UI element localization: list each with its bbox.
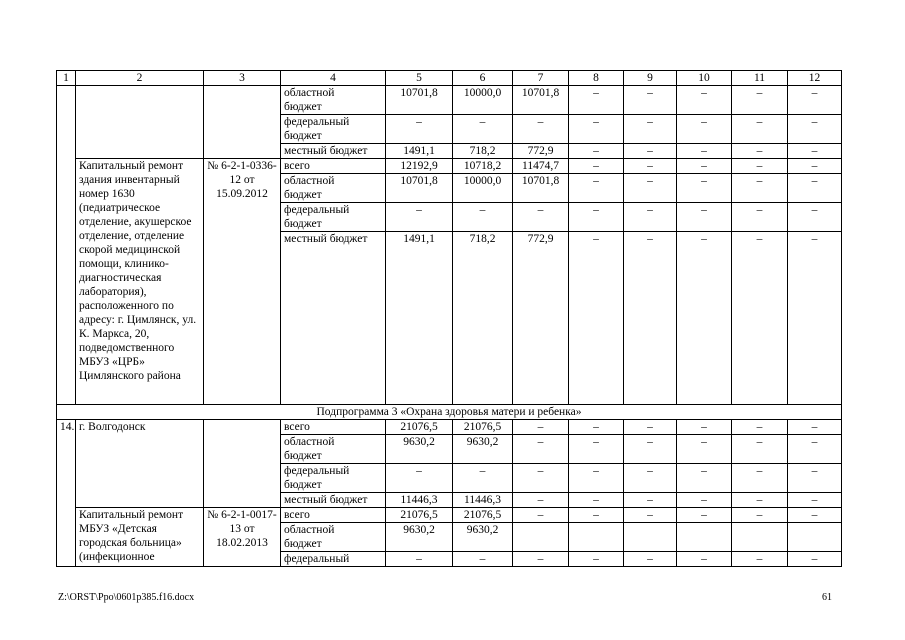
value-col-12: – xyxy=(788,232,842,405)
value-col-9 xyxy=(624,523,677,552)
value-col-9: – xyxy=(624,144,677,159)
value-col-6: 21076,5 xyxy=(453,508,513,523)
value-col-12: – xyxy=(788,86,842,115)
value-col-9: – xyxy=(624,115,677,144)
value-col-7: 10701,8 xyxy=(513,86,569,115)
value-col-6: 10000,0 xyxy=(453,86,513,115)
value-col-7: – xyxy=(513,203,569,232)
value-col-9: – xyxy=(624,203,677,232)
budget-type: местный бюджет xyxy=(281,493,386,508)
value-col-12: – xyxy=(788,159,842,174)
value-col-6: 718,2 xyxy=(453,232,513,405)
object-name-empty xyxy=(76,86,204,159)
value-col-9: – xyxy=(624,493,677,508)
value-col-6: 10718,2 xyxy=(453,159,513,174)
table-row xyxy=(57,508,842,523)
value-col-7: – xyxy=(513,493,569,508)
value-col-12 xyxy=(788,523,842,552)
column-header-8: 8 xyxy=(569,71,624,86)
column-header-2: 2 xyxy=(76,71,204,86)
value-col-7 xyxy=(513,523,569,552)
value-col-7: – xyxy=(513,464,569,493)
value-col-6: – xyxy=(453,552,513,567)
column-header-7: 7 xyxy=(513,71,569,86)
value-col-12: – xyxy=(788,508,842,523)
value-col-10: – xyxy=(677,232,732,405)
table-row xyxy=(57,159,842,174)
header-row xyxy=(57,71,842,86)
budget-type: всего xyxy=(281,420,386,435)
value-col-5: 21076,5 xyxy=(386,508,453,523)
budget-type: местный бюджет xyxy=(281,144,386,159)
table-row xyxy=(57,86,842,115)
value-col-12: – xyxy=(788,203,842,232)
value-col-8: – xyxy=(569,232,624,405)
value-col-11: – xyxy=(732,144,788,159)
value-col-11: – xyxy=(732,115,788,144)
value-col-10: – xyxy=(677,420,732,435)
column-header-5: 5 xyxy=(386,71,453,86)
value-col-11: – xyxy=(732,232,788,405)
value-col-10: – xyxy=(677,174,732,203)
value-col-8: – xyxy=(569,174,624,203)
value-col-5: 11446,3 xyxy=(386,493,453,508)
value-col-9: – xyxy=(624,435,677,464)
value-col-8: – xyxy=(569,115,624,144)
column-header-4: 4 xyxy=(281,71,386,86)
value-col-5: 1491,1 xyxy=(386,144,453,159)
value-col-8: – xyxy=(569,203,624,232)
value-col-8: – xyxy=(569,552,624,567)
value-col-8: – xyxy=(569,508,624,523)
object-name: Капитальный ремонт МБУЗ «Детская городская больница» (инфекционное xyxy=(76,508,204,567)
value-col-7: – xyxy=(513,115,569,144)
value-col-7: – xyxy=(513,435,569,464)
value-col-5: – xyxy=(386,115,453,144)
column-header-1: 1 xyxy=(57,71,76,86)
value-col-8: – xyxy=(569,464,624,493)
value-col-10: – xyxy=(677,115,732,144)
value-col-11: – xyxy=(732,203,788,232)
value-col-9: – xyxy=(624,174,677,203)
budget-type: местный бюджет xyxy=(281,232,386,405)
row-number-empty xyxy=(57,86,76,405)
document-number: № 6-2-1-0017-13 от 18.02.2013 xyxy=(204,508,281,567)
value-col-11: – xyxy=(732,508,788,523)
value-col-9: – xyxy=(624,464,677,493)
value-col-7: – xyxy=(513,420,569,435)
value-col-6: 10000,0 xyxy=(453,174,513,203)
value-col-5: – xyxy=(386,203,453,232)
value-col-12: – xyxy=(788,435,842,464)
budget-type: всего xyxy=(281,159,386,174)
budget-type: областной бюджет xyxy=(281,435,386,464)
value-col-8: – xyxy=(569,420,624,435)
column-header-11: 11 xyxy=(732,71,788,86)
document-empty xyxy=(204,86,281,159)
budget-type: федеральный xyxy=(281,552,386,567)
value-col-8 xyxy=(569,523,624,552)
budget-table xyxy=(56,70,842,567)
column-header-6: 6 xyxy=(453,71,513,86)
value-col-11: – xyxy=(732,493,788,508)
value-col-6: 21076,5 xyxy=(453,420,513,435)
value-col-11: – xyxy=(732,159,788,174)
subprogram-title: Подпрограмма 3 «Охрана здоровья матери и ребенка» xyxy=(57,405,842,420)
value-col-11 xyxy=(732,523,788,552)
value-col-8: – xyxy=(569,435,624,464)
value-col-5: 9630,2 xyxy=(386,523,453,552)
value-col-12: – xyxy=(788,115,842,144)
value-col-10: – xyxy=(677,464,732,493)
value-col-12: – xyxy=(788,144,842,159)
value-col-6: – xyxy=(453,203,513,232)
value-col-10: – xyxy=(677,86,732,115)
table-row xyxy=(57,420,842,435)
value-col-10: – xyxy=(677,203,732,232)
value-col-7: 772,9 xyxy=(513,232,569,405)
value-col-9: – xyxy=(624,232,677,405)
value-col-6: 9630,2 xyxy=(453,435,513,464)
value-col-10: – xyxy=(677,159,732,174)
value-col-11: – xyxy=(732,464,788,493)
value-col-9: – xyxy=(624,508,677,523)
value-col-7: 772,9 xyxy=(513,144,569,159)
value-col-11: – xyxy=(732,435,788,464)
value-col-5: – xyxy=(386,464,453,493)
value-col-12: – xyxy=(788,464,842,493)
value-col-5: 21076,5 xyxy=(386,420,453,435)
document-number: № 6-2-1-0336-12 от 15.09.2012 xyxy=(204,159,281,405)
budget-type: областной бюджет xyxy=(281,523,386,552)
column-header-9: 9 xyxy=(624,71,677,86)
value-col-8: – xyxy=(569,159,624,174)
row-number: 14. xyxy=(57,420,76,567)
value-col-11: – xyxy=(732,552,788,567)
subprogram-row xyxy=(57,405,842,420)
value-col-9: – xyxy=(624,552,677,567)
value-col-12: – xyxy=(788,552,842,567)
value-col-8: – xyxy=(569,144,624,159)
value-col-6: 718,2 xyxy=(453,144,513,159)
value-col-12: – xyxy=(788,493,842,508)
object-name: Капитальный ремонт здания инвентарный номер 1630 (педиатрическое отделение, акушерское отделение, отделение скорой медицинской помощи, клинико-диагностическая лаборатория), расположенного по адресу: г. Цимлянск, ул. К. Маркса, 20, подведомственного МБУЗ «ЦРБ» Цимлянского района xyxy=(76,159,204,405)
value-col-6: 11446,3 xyxy=(453,493,513,508)
value-col-11: – xyxy=(732,174,788,203)
value-col-10: – xyxy=(677,552,732,567)
budget-type: федеральный бюджет xyxy=(281,115,386,144)
value-col-5: – xyxy=(386,552,453,567)
column-header-3: 3 xyxy=(204,71,281,86)
value-col-6: – xyxy=(453,115,513,144)
value-col-12: – xyxy=(788,174,842,203)
value-col-10: – xyxy=(677,144,732,159)
value-col-5: 12192,9 xyxy=(386,159,453,174)
budget-type: всего xyxy=(281,508,386,523)
footer-file-path: Z:\ORST\Ppo\0601p385.f16.docx xyxy=(58,592,195,603)
column-header-12: 12 xyxy=(788,71,842,86)
value-col-5: 10701,8 xyxy=(386,174,453,203)
value-col-10: – xyxy=(677,435,732,464)
value-col-11: – xyxy=(732,86,788,115)
column-header-10: 10 xyxy=(677,71,732,86)
budget-type: областной бюджет xyxy=(281,174,386,203)
value-col-5: 9630,2 xyxy=(386,435,453,464)
value-col-6: – xyxy=(453,464,513,493)
budget-type: федеральный бюджет xyxy=(281,464,386,493)
value-col-7: – xyxy=(513,552,569,567)
value-col-7: 11474,7 xyxy=(513,159,569,174)
value-col-8: – xyxy=(569,493,624,508)
value-col-11: – xyxy=(732,420,788,435)
value-col-5: 10701,8 xyxy=(386,86,453,115)
value-col-7: 10701,8 xyxy=(513,174,569,203)
value-col-10: – xyxy=(677,493,732,508)
value-col-9: – xyxy=(624,86,677,115)
value-col-10: – xyxy=(677,508,732,523)
value-col-6: 9630,2 xyxy=(453,523,513,552)
value-col-12: – xyxy=(788,420,842,435)
value-col-5: 1491,1 xyxy=(386,232,453,405)
value-col-10 xyxy=(677,523,732,552)
value-col-8: – xyxy=(569,86,624,115)
value-col-9: – xyxy=(624,159,677,174)
value-col-7: – xyxy=(513,508,569,523)
budget-type: федеральный бюджет xyxy=(281,203,386,232)
value-col-9: – xyxy=(624,420,677,435)
document-empty xyxy=(204,420,281,508)
footer-page-number: 61 xyxy=(822,592,832,603)
city-name: г. Волгодонск xyxy=(76,420,204,508)
budget-type: областной бюджет xyxy=(281,86,386,115)
